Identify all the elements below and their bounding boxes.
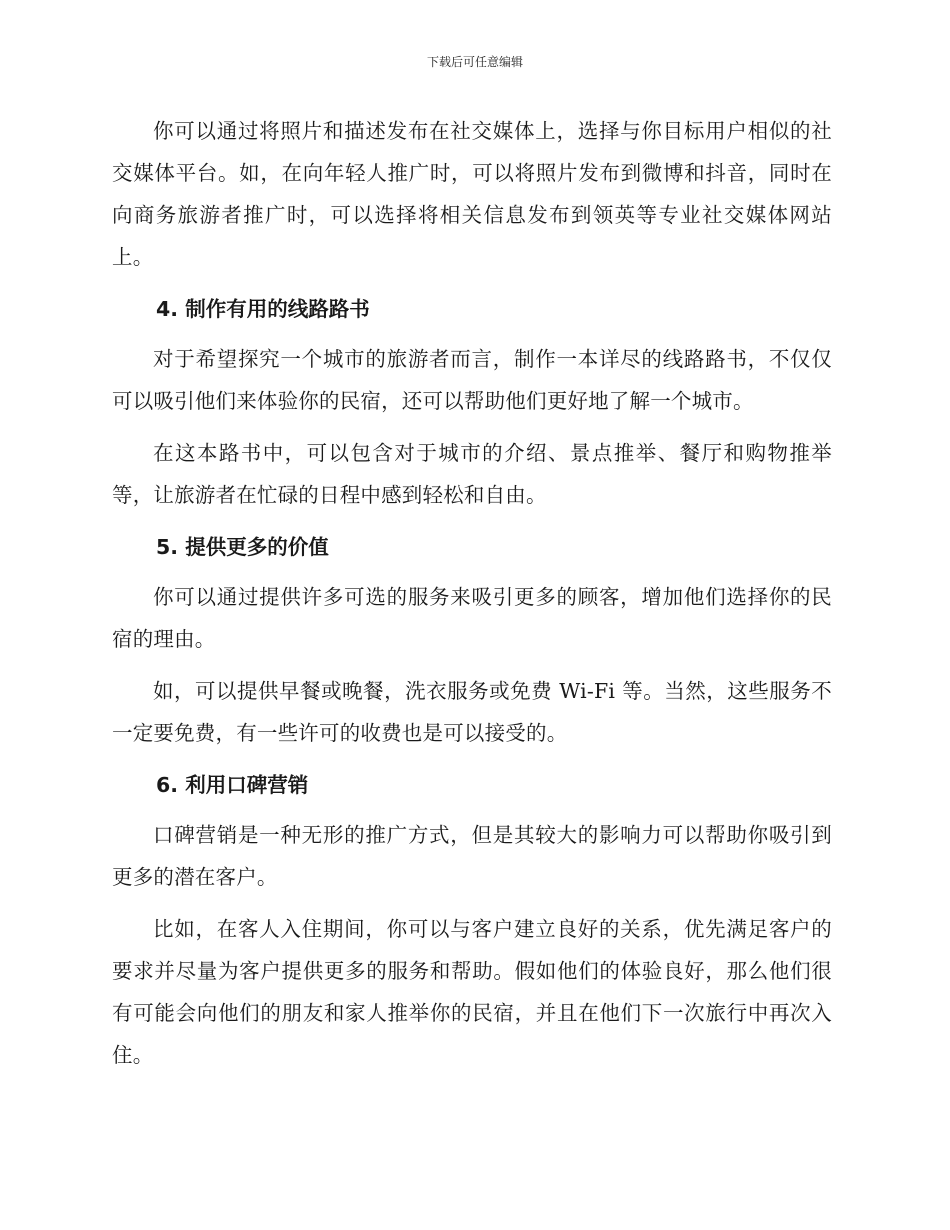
paragraph-route-guide: 对于希望探究一个城市的旅游者而言，制作一本详尽的线路路书，不仅仅可以吸引他们来体验你的民宿，还可以帮助他们更好地了解一个城市。: [112, 347, 832, 413]
paragraph-extra-services: 你可以通过提供许多可选的服务来吸引更多的顾客，增加他们选择你的民宿的理由。: [112, 585, 832, 651]
document-body: [112, 110, 832, 1086]
paragraph-word-of-mouth: 口碑营销是一种无形的推广方式，但是其较大的影响力可以帮助你吸引到更多的潜在客户。: [112, 823, 832, 889]
paragraph-guest-relations: 比如，在客人入住期间，你可以与客户建立良好的关系，优先满足客户的要求并尽量为客户提供更多的服务和帮助。假如他们的体验良好，那么他们很有可能会向他们的朋友和家人推举你的民宿，并且在他们下一次旅行中再次入住。: [112, 917, 832, 1067]
section-heading-5: 5. 提供更多的价值: [156, 535, 329, 559]
paragraph-service-examples: 如，可以提供早餐或晚餐，洗衣服务或免费 Wi-Fi 等。当然，这些服务不一定要免费，有一些许可的收费也是可以接受的。: [112, 679, 832, 745]
paragraph-social-media: 你可以通过将照片和描述发布在社交媒体上，选择与你目标用户相似的社交媒体平台。如，在向年轻人推广时，可以将照片发布到微博和抖音，同时在向商务旅游者推广时，可以选择将相关信息发布到领英等专业社交媒体网站上。: [112, 119, 832, 269]
section-heading-4: 4. 制作有用的线路路书: [156, 297, 370, 321]
paragraph-guide-contents: 在这本路书中，可以包含对于城市的介绍、景点推举、餐厅和购物推举等，让旅游者在忙碌的日程中感到轻松和自由。: [112, 441, 832, 507]
section-heading-6: 6. 利用口碑营销: [156, 773, 309, 797]
page-header: 下载后可任意编辑: [426, 55, 523, 69]
